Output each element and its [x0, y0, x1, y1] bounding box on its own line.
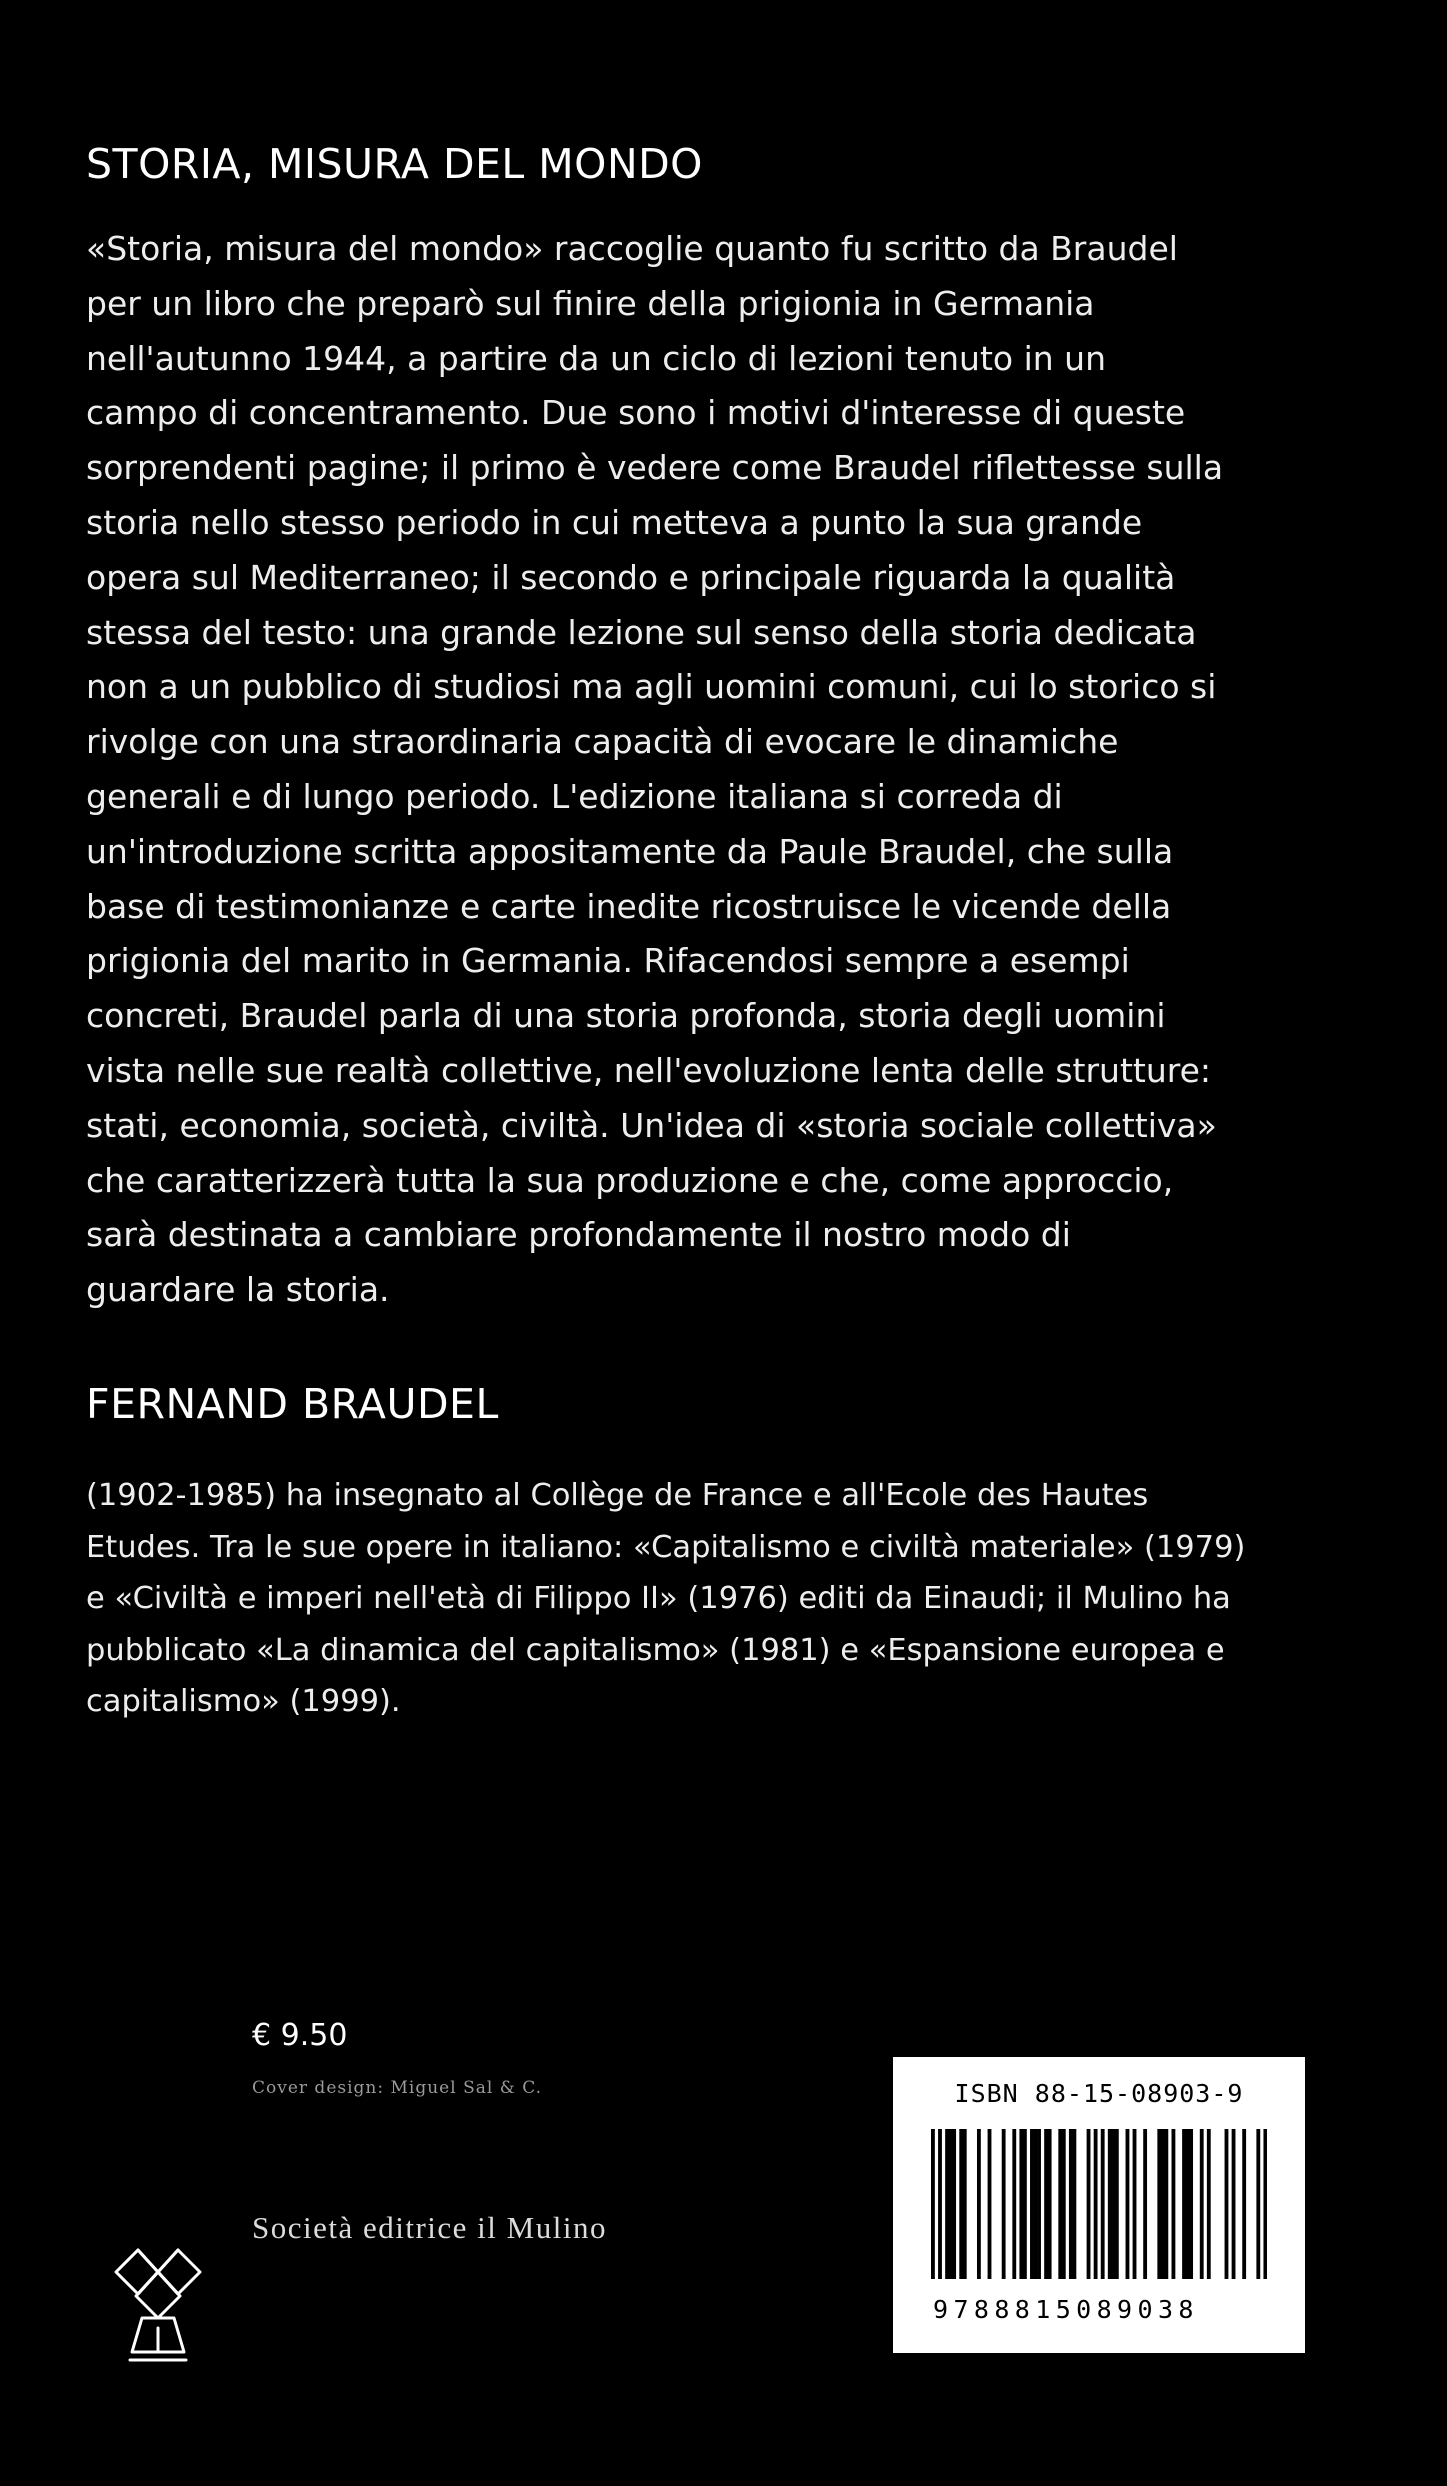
- synopsis-line: sorprendenti pagine; il primo è vedere come Braudel riflettesse sulla: [86, 448, 1224, 488]
- barcode-bar: [977, 2129, 981, 2279]
- synopsis-line: stati, economia, società, civiltà. Un'idea di «storia sociale collettiva»: [86, 1105, 1217, 1145]
- barcode-bar: [1087, 2129, 1091, 2279]
- synopsis-line: non a un pubblico di studiosi ma agli uomini comuni, cui lo storico si: [86, 667, 1217, 707]
- barcode-bar: [1232, 2129, 1236, 2279]
- barcode-bar: [1034, 2129, 1038, 2279]
- bio-line: e «Civiltà e imperi nell'età di Filippo II» (1976) editi da Einaudi; il Mulino ha: [86, 1581, 1231, 1617]
- cover-design-credit: Cover design: Miguel Sal & C.: [252, 2078, 543, 2098]
- barcode-bar: [1101, 2129, 1105, 2279]
- synopsis-line: per un libro che preparò sul finire della prigionia in Germania: [86, 283, 1095, 323]
- ean-digits: 9788815089038: [933, 2295, 1199, 2324]
- isbn-label: ISBN 88-15-08903-9: [954, 2079, 1244, 2108]
- barcode-bar: [1133, 2129, 1137, 2279]
- barcode-bar: [1207, 2129, 1211, 2279]
- barcode-bar: [1263, 2129, 1267, 2279]
- barcode-bar: [1161, 2129, 1165, 2279]
- barcode-bar: [1012, 2129, 1016, 2279]
- synopsis-line: opera sul Mediterraneo; il secondo e principale riguarda la qualità: [86, 557, 1176, 597]
- synopsis-line: concreti, Braudel parla di una storia profonda, storia degli uomini: [86, 996, 1166, 1036]
- barcode-bar: [1126, 2129, 1130, 2279]
- barcode-bar: [931, 2129, 935, 2279]
- barcode-bar: [952, 2129, 956, 2279]
- barcode-bar: [1115, 2129, 1119, 2279]
- synopsis-line: generali e di lungo periodo. L'edizione italiana si correda di: [86, 776, 1063, 816]
- bio-line: pubblicato «La dinamica del capitalismo» (1981) e «Espansione europea e: [86, 1632, 1225, 1668]
- synopsis-line: «Storia, misura del mondo» raccoglie quanto fu scritto da Braudel: [86, 229, 1178, 268]
- windmill-icon: [100, 2220, 216, 2370]
- barcode-bar: [1186, 2129, 1190, 2279]
- synopsis-line: campo di concentramento. Due sono i motivi d'interesse di queste: [86, 393, 1186, 433]
- synopsis-line: vista nelle sue realtà collettive, nell'evoluzione lenta delle strutture:: [86, 1050, 1212, 1090]
- synopsis-line: guardare la storia.: [86, 1270, 390, 1310]
- barcode-bar: [1019, 2129, 1023, 2279]
- barcode-bar: [1037, 2129, 1041, 2279]
- barcode-bar: [1030, 2129, 1034, 2279]
- barcode-bar: [938, 2129, 942, 2279]
- barcode-bar: [945, 2129, 949, 2279]
- barcode-bar: [1143, 2129, 1147, 2279]
- book-title-heading: STORIA, MISURA DEL MONDO: [86, 140, 703, 188]
- author-biography: [86, 1470, 1245, 1728]
- synopsis-line: base di testimonianze e carte inedite ricostruisce le vicende della: [86, 886, 1172, 926]
- barcode-bar: [1189, 2129, 1193, 2279]
- barcode-bar: [1111, 2129, 1115, 2279]
- barcode-bar: [1023, 2129, 1027, 2279]
- synopsis-line: stessa del testo: una grande lezione sul senso della storia dedicata: [86, 612, 1197, 652]
- barcode-bar: [963, 2129, 967, 2279]
- synopsis-line: nell'autunno 1944, a partire da un ciclo di lezioni tenuto in un: [86, 338, 1106, 378]
- bio-line: (1902-1985) ha insegnato al Collège de France e all'Ecole des Hautes: [86, 1478, 1149, 1513]
- synopsis-line: storia nello stesso periodo in cui metteva a punto la sua grande: [86, 502, 1143, 542]
- barcode-bar: [1048, 2129, 1052, 2279]
- bio-line: capitalismo» (1999).: [86, 1684, 401, 1720]
- barcode-bars: [931, 2129, 1267, 2279]
- publisher-name: Società editrice il Mulino: [252, 2210, 607, 2245]
- barcode-bar: [1044, 2129, 1048, 2279]
- barcode-bar: [1172, 2129, 1176, 2279]
- barcode-bar: [1242, 2129, 1246, 2279]
- isbn-barcode: [893, 2057, 1305, 2353]
- barcode-bar: [1094, 2129, 1098, 2279]
- barcode-bar: [1256, 2129, 1260, 2279]
- bio-line: Etudes. Tra le sue opere in italiano: «Capitalismo e civiltà materiale» (1979): [86, 1529, 1246, 1565]
- barcode-bar: [959, 2129, 963, 2279]
- synopsis-line: un'introduzione scritta appositamente da Paule Braudel, che sulla: [86, 831, 1174, 871]
- author-name-heading: FERNAND BRAUDEL: [86, 1380, 499, 1428]
- synopsis-line: sarà destinata a cambiare profondamente il nostro modo di: [86, 1215, 1071, 1255]
- synopsis-text: [86, 222, 1223, 1318]
- price-label: € 9.50: [252, 2018, 348, 2053]
- barcode-bar: [1072, 2129, 1076, 2279]
- barcode-bar: [988, 2129, 992, 2279]
- barcode-bar: [949, 2129, 953, 2279]
- synopsis-line: rivolge con una straordinaria capacità di evocare le dinamiche: [86, 722, 1119, 762]
- barcode-bar: [1002, 2129, 1006, 2279]
- barcode-bar: [1157, 2129, 1161, 2279]
- barcode-bar: [1182, 2129, 1186, 2279]
- barcode-bar: [1108, 2129, 1112, 2279]
- barcode-bar: [1200, 2129, 1204, 2279]
- synopsis-line: che caratterizzerà tutta la sua produzione e che, come approccio,: [86, 1160, 1174, 1200]
- barcode-bar: [1069, 2129, 1073, 2279]
- barcode-bar: [1058, 2129, 1062, 2279]
- synopsis-line: prigionia del marito in Germania. Rifacendosi sempre a esempi: [86, 941, 1130, 981]
- barcode-bar: [1225, 2129, 1229, 2279]
- barcode-bar: [1164, 2129, 1168, 2279]
- barcode-bar: [1062, 2129, 1066, 2279]
